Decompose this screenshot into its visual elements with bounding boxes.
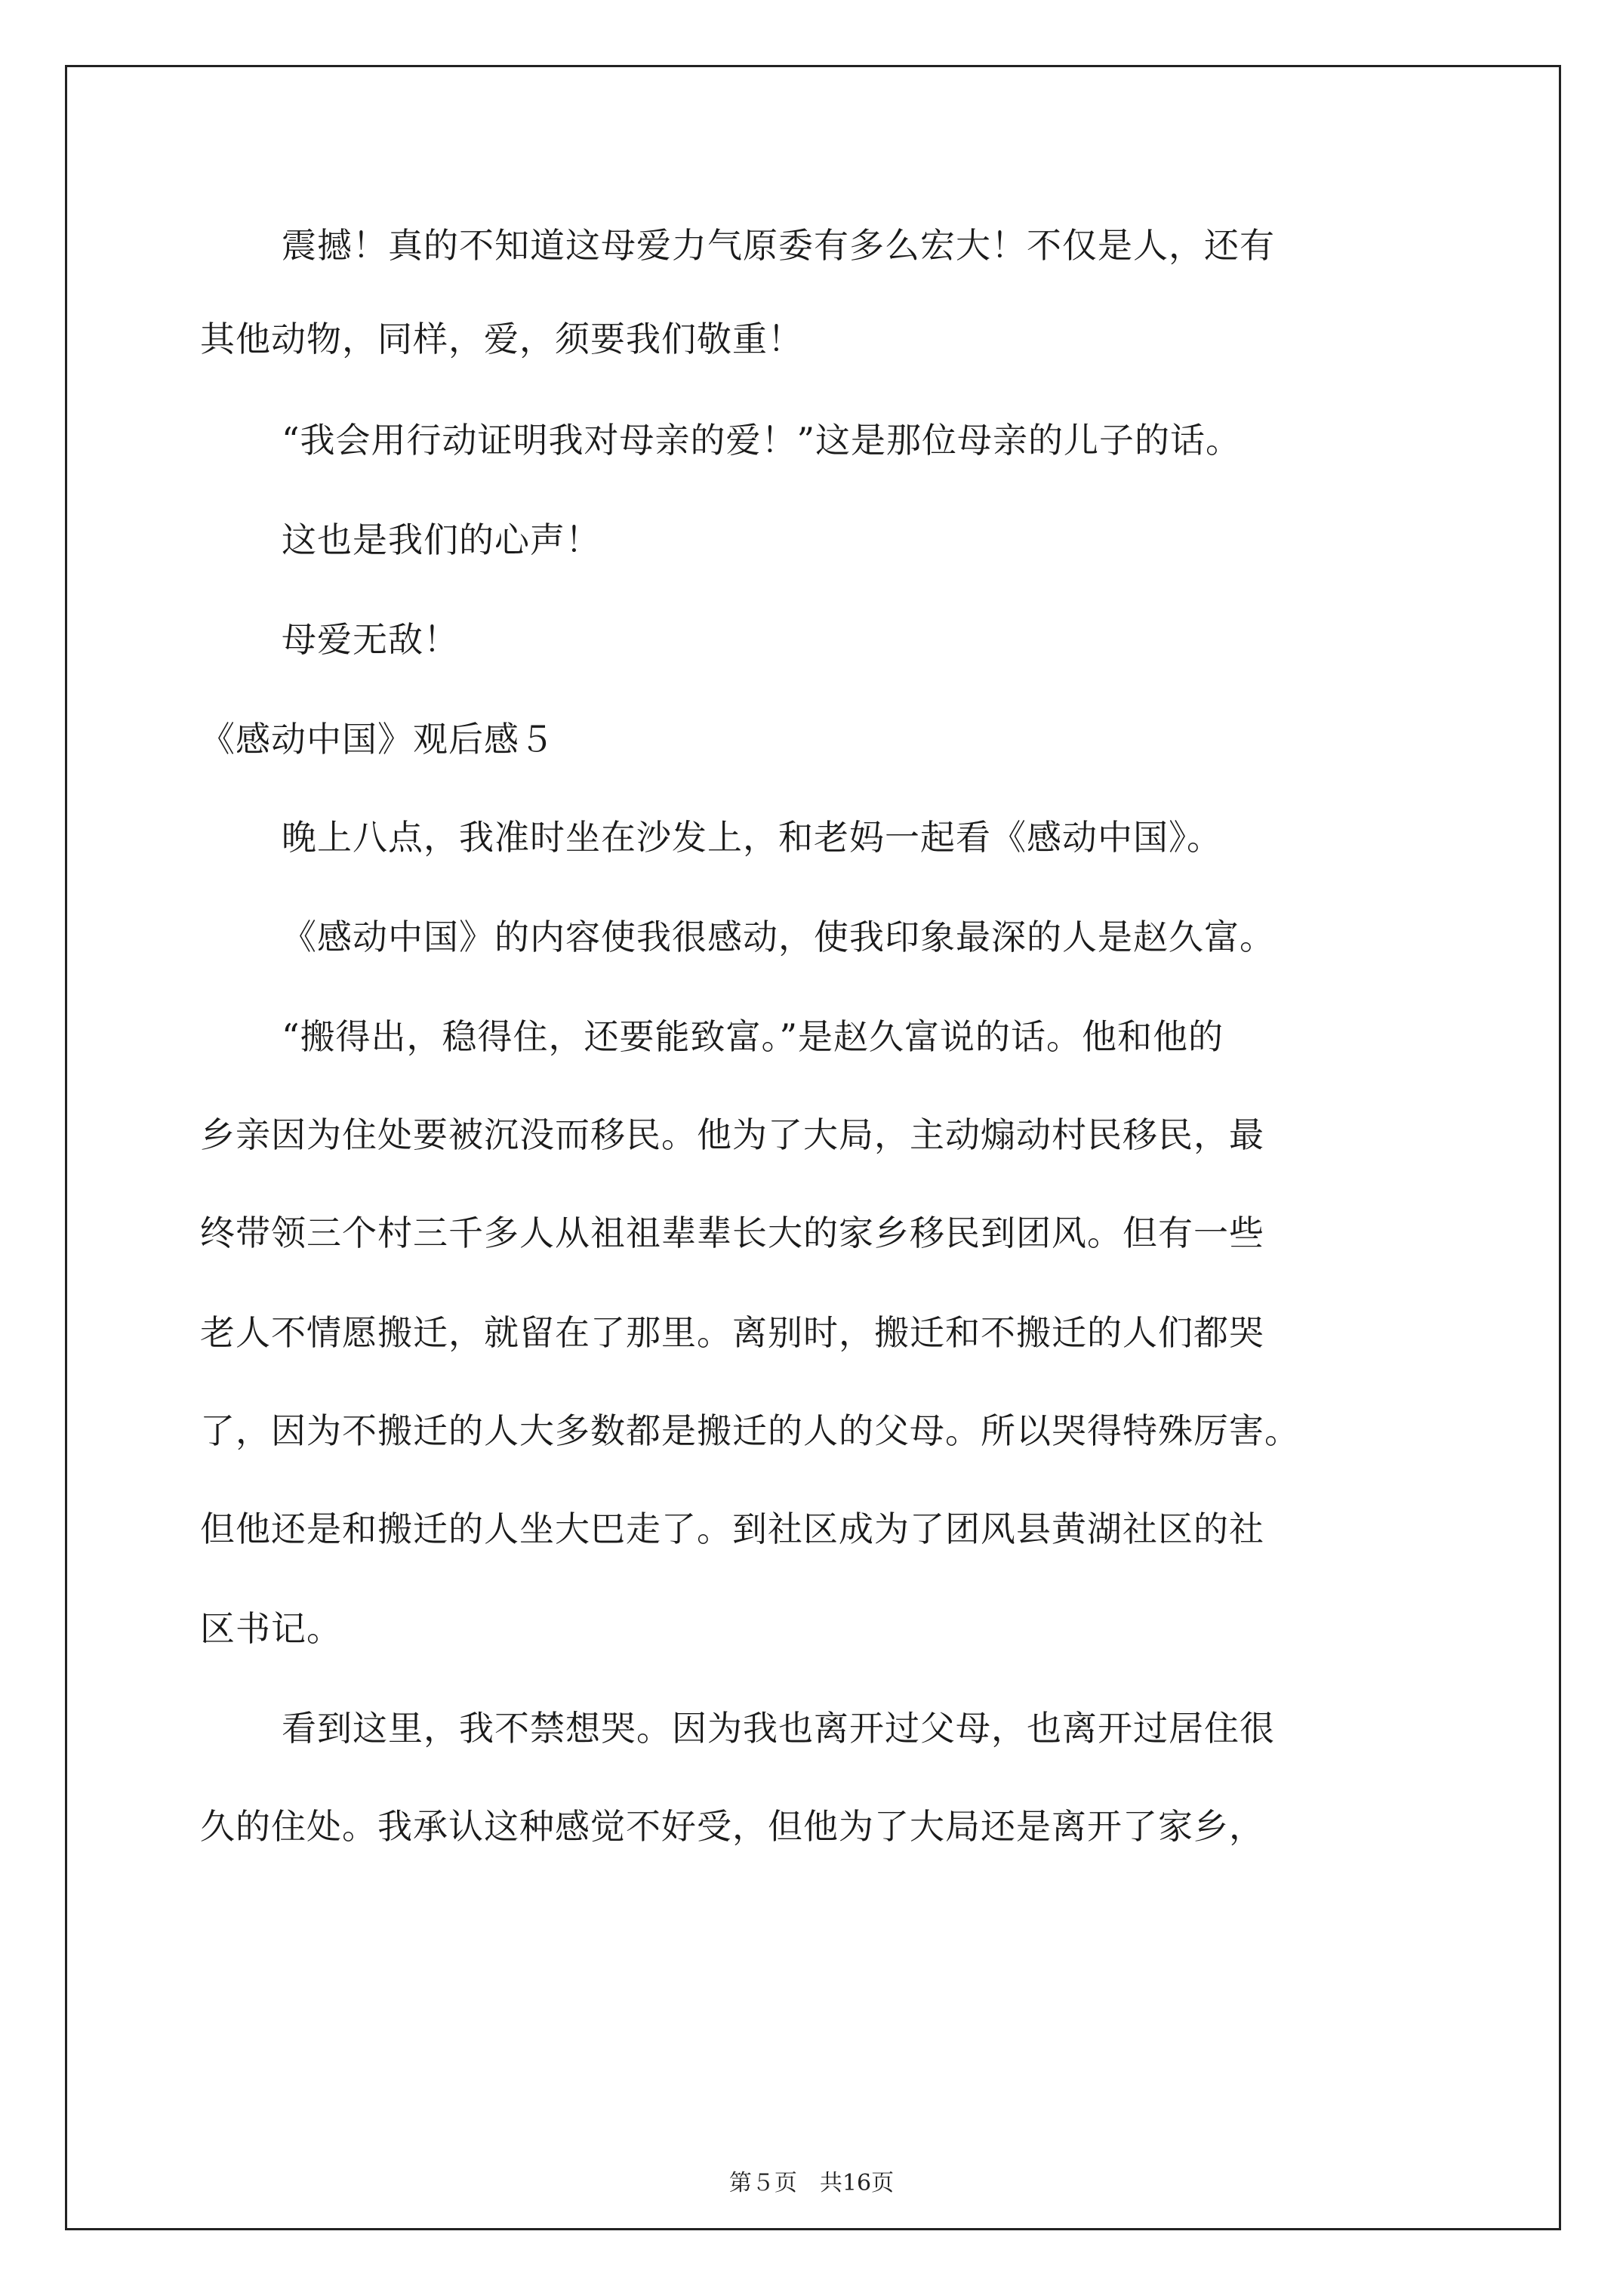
- section-heading: 《感动中国》观后感５: [200, 719, 555, 760]
- paragraph-line: 其他动物，同样，爱，须要我们敬重！: [200, 319, 803, 359]
- paragraph-line: 终带领三个村三千多人从祖祖辈辈长大的家乡移民到团风。但有一些: [200, 1213, 1264, 1253]
- paragraph-line: 久的住处。我承认这种感觉不好受，但他为了大局还是离开了家乡，: [200, 1806, 1264, 1847]
- paragraph-line: 了，因为不搬迁的人大多数都是搬迁的人的父母。所以哭得特殊厉害。: [200, 1410, 1300, 1451]
- paragraph-line: 老人不情愿搬迁，就留在了那里。离别时，搬迁和不搬迁的人们都哭: [200, 1312, 1264, 1353]
- paragraph-line: “搬得出，稳得住，还要能致富。”是赵久富说的话。他和他的: [282, 1016, 1224, 1057]
- paragraph-line: 这也是我们的心声！: [282, 519, 601, 560]
- paragraph-line: 晚上八点，我准时坐在沙发上，和老妈一起看《感动中国》。: [282, 817, 1222, 858]
- paragraph-line: 看到这里，我不禁想哭。因为我也离开过父母，也离开过居住很: [282, 1708, 1275, 1749]
- paragraph-line: 震撼！真的不知道这母爱力气原委有多么宏大！不仅是人，还有: [282, 225, 1275, 266]
- paragraph-line: 《感动中国》的内容使我很感动，使我印象最深的人是赵久富。: [282, 917, 1275, 957]
- paragraph-line: 区书记。: [200, 1608, 342, 1649]
- paragraph-line: 但他还是和搬迁的人坐大巴走了。到社区成为了团风县黄湖社区的社: [200, 1509, 1264, 1549]
- paragraph-line: 母爱无敌！: [282, 619, 459, 660]
- page-number-footer: 第５页 共16页: [728, 2170, 895, 2196]
- paragraph-line: “我会用行动证明我对母亲的爱！”这是那位母亲的儿子的话。: [282, 420, 1242, 461]
- paragraph-line: 乡亲因为住处要被沉没而移民。他为了大局，主动煽动村民移民，最: [200, 1114, 1264, 1155]
